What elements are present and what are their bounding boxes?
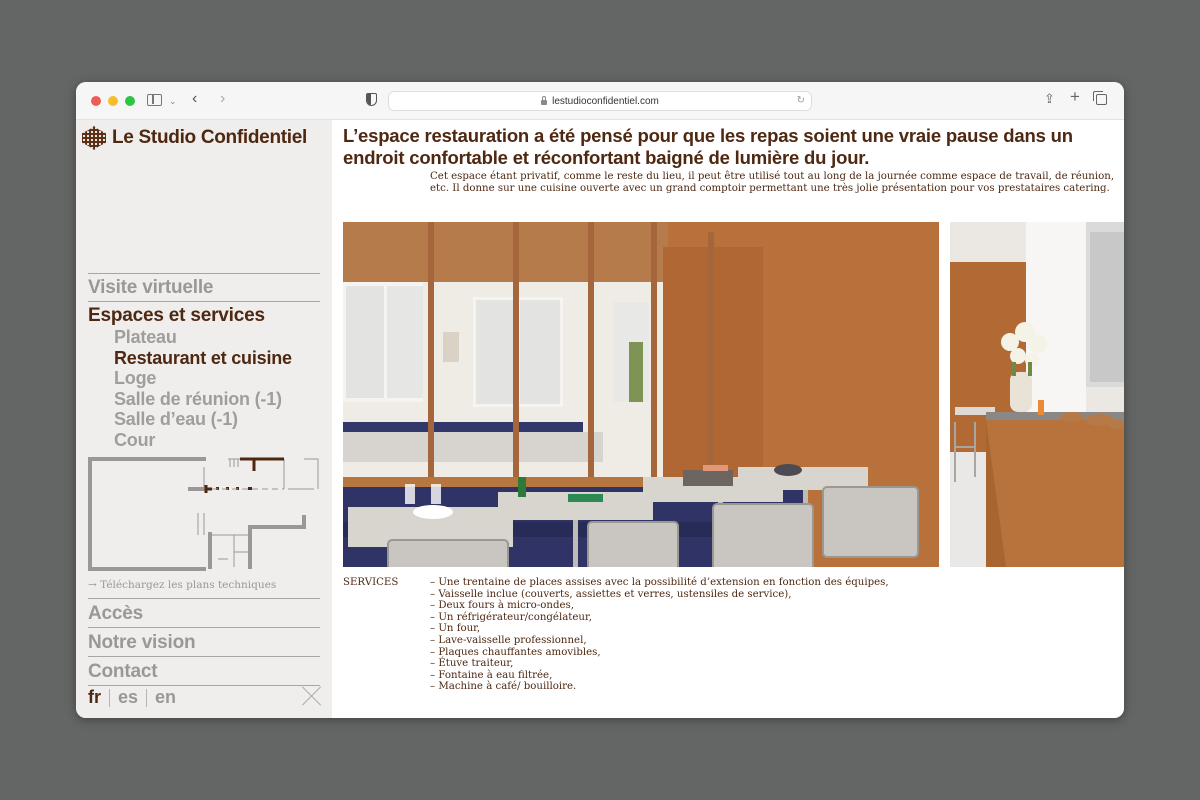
- nav-item-visite-virtuelle[interactable]: Visite virtuelle: [88, 277, 214, 298]
- nav-item-acces[interactable]: Accès: [88, 603, 143, 624]
- secondary-nav: [88, 598, 320, 686]
- browser-toolbar: [76, 82, 1124, 120]
- share-icon[interactable]: ⇪: [1044, 91, 1055, 106]
- service-item: – Lave-vaisselle professionnel,: [430, 634, 587, 646]
- site-logo[interactable]: [82, 126, 307, 150]
- service-item: – Deux fours à micro-ondes,: [430, 600, 574, 612]
- lock-icon: [541, 100, 547, 105]
- back-icon[interactable]: ‹: [192, 90, 198, 107]
- main-content: [332, 120, 1124, 718]
- services-list: [430, 577, 889, 693]
- sub-nav-item-salle-reunion[interactable]: Salle de réunion (-1): [114, 388, 282, 409]
- restaurant-photo-illustration: [343, 222, 939, 567]
- floor-plan[interactable]: [88, 457, 320, 571]
- url-text: lestudioconfidentiel.com: [552, 95, 659, 107]
- service-item: – Un four,: [430, 623, 481, 635]
- logo-text: Le Studio Confidentiel: [112, 127, 307, 148]
- forward-icon[interactable]: ›: [220, 90, 226, 107]
- service-item: – Étuve traiteur,: [430, 658, 514, 670]
- kitchen-photo-illustration: [950, 222, 1124, 567]
- minimize-window-button[interactable]: [108, 96, 118, 106]
- logo-mark-icon: [82, 126, 106, 150]
- service-item: – Vaisselle inclue (couverts, assiettes et verres, ustensiles de service),: [430, 588, 792, 600]
- sub-nav-item-cour[interactable]: Cour: [114, 429, 156, 450]
- lang-fr[interactable]: fr: [88, 687, 101, 707]
- services-section: [343, 577, 889, 693]
- close-menu-icon[interactable]: [302, 686, 322, 706]
- services-label: SERVICES: [343, 577, 399, 588]
- sub-nav: [88, 327, 320, 450]
- window-controls: [91, 96, 135, 106]
- service-item: – Un réfrigérateur/congélateur,: [430, 611, 592, 623]
- service-item: – Machine à café/ bouilloire.: [430, 681, 577, 693]
- address-bar[interactable]: [388, 91, 812, 111]
- sub-nav-item-loge[interactable]: Loge: [114, 368, 157, 388]
- sidebar: [76, 120, 332, 718]
- main-nav: [88, 273, 320, 450]
- download-plans-link[interactable]: → Téléchargez les plans techniques: [88, 579, 277, 591]
- nav-item-contact[interactable]: Contact: [88, 661, 158, 682]
- photo-restaurant-room[interactable]: [343, 222, 939, 567]
- service-item: – Une trentaine de places assises avec la possibilité d’extension en fonction des équipes,: [430, 577, 889, 588]
- sub-nav-item-salle-eau[interactable]: Salle d’eau (-1): [114, 409, 238, 429]
- sub-nav-item-restaurant[interactable]: Restaurant et cuisine: [114, 347, 292, 368]
- tab-overview-icon[interactable]: [1096, 94, 1107, 105]
- divider: [88, 685, 320, 686]
- close-window-button[interactable]: [91, 96, 101, 106]
- nav-item-notre-vision[interactable]: Notre vision: [88, 632, 196, 653]
- photo-open-kitchen[interactable]: [950, 222, 1124, 567]
- lang-es[interactable]: es: [118, 687, 139, 707]
- chevron-down-icon[interactable]: ⌄: [169, 96, 177, 106]
- sub-nav-item-plateau[interactable]: Plateau: [114, 327, 177, 347]
- service-item: – Fontaine à eau filtrée,: [430, 669, 553, 681]
- sidebar-toggle-icon[interactable]: [147, 94, 162, 106]
- new-tab-icon[interactable]: +: [1070, 87, 1080, 106]
- web-page: [76, 120, 1124, 718]
- privacy-shield-icon[interactable]: [366, 93, 377, 106]
- divider: [146, 689, 147, 707]
- divider: [109, 689, 110, 707]
- lang-en[interactable]: en: [155, 687, 177, 707]
- nav-item-espaces-et-services[interactable]: Espaces et services: [88, 305, 265, 326]
- browser-window: [76, 82, 1124, 718]
- intro-paragraph: Cet espace étant privatif, comme le reste du lieu, il peut être utilisé tout au long de la journée comme espace de travail, de réunion, etc. Il donne sur une cuisine ouverte avec un grand comptoir permettant une très jolie présentation pour vos prestataires catering.: [430, 171, 1115, 194]
- service-item: – Plaques chauffantes amovibles,: [430, 646, 601, 658]
- language-switcher: [88, 687, 176, 708]
- zoom-window-button[interactable]: [125, 96, 135, 106]
- reload-icon[interactable]: ↻: [796, 95, 805, 106]
- page-headline: L’espace restauration a été pensé pour que les repas soient une vraie pause dans un endroit confortable et réconfortant baigné de lumière du jour.: [343, 125, 1073, 168]
